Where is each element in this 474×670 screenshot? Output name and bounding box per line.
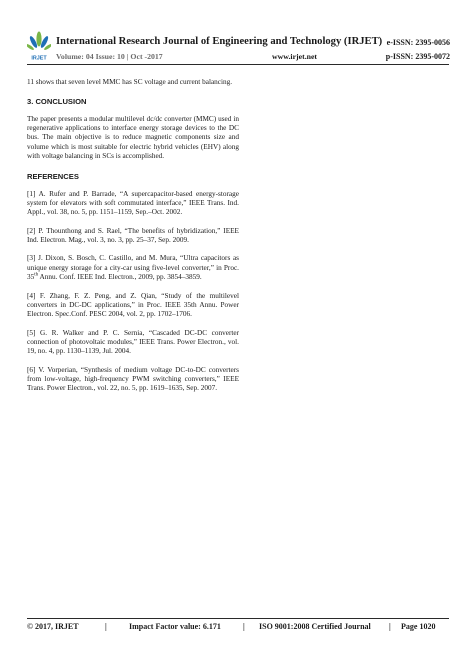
footer-impact-factor: Impact Factor value: 6.171 [129,622,221,631]
journal-title: International Research Journal of Engineering and Technology (IRJET) [56,36,383,47]
e-issn: e-ISSN: 2395-0056 [386,38,450,47]
reference-3-text-b: Annu. Conf. IEEE Ind. Electron., 2009, pp. 3854–3859. [38,273,202,282]
page-header [0,0,474,68]
reference-6: [6] V. Vorperian, “Synthesis of medium voltage DC-to-DC converters from low-voltage, high-frequency PWM switching converters,” IEEE Trans. Power Electron., vol. 22, no. 5, pp. 1619–1635, Sep. 2007. [27,365,239,393]
conclusion-heading: 3. CONCLUSION [27,97,87,107]
footer-copyright: © 2017, IRJET [27,622,79,631]
reference-1: [1] A. Rufer and P. Barrade, “A supercapacitor-based energy-storage system for elevators with soft commutated interface,” IEEE Trans. Ind. Appl., vol. 38, no. 5, pp. 1151–1159, Sep.–Oct. 2002. [27,189,239,217]
conclusion-paragraph: The paper presents a modular multilevel dc/dc converter (MMC) used in regenerative applications to interface energy storage devices to the DC bus. The main objective is to reduce magnetic components size and volume which is most suitable for electric hybrid vehicles (EHV) along with voltage balancing in SCs is accomplished. [27,114,239,161]
footer-divider [27,618,449,619]
reference-3-superscript: th [34,272,39,278]
footer-page-number: Page 1020 [401,622,436,631]
footer-separator: | [243,622,245,631]
footer-certification: ISO 9001:2008 Certified Journal [259,622,371,631]
logo-text: IRJET [31,55,47,62]
p-issn: p-ISSN: 2395-0072 [385,52,450,61]
header-divider [27,64,449,65]
reference-4: [4] F. Zhang, F. Z. Peng, and Z. Qian, “Study of the multilevel converters in DC-DC applications,” in Proc. IEEE 35th Annu. Power Electron. Spec.Conf. PESC 2004, vol. 2, pp. 1702–1706. [27,291,239,319]
footer-separator: | [105,622,107,631]
reference-5: [5] G. R. Walker and P. C. Sernia, “Cascaded DC-DC converter connection of photovoltaic modules,” IEEE Trans. Power Electron., vol. 19, no. 4, pp. 1130–1139, Jul. 2004. [27,328,239,356]
reference-2: [2] P. Thounthong and S. Rael, “The benefits of hybridization,” IEEE Ind. Electron. Mag., vol. 3, no. 3, pp. 25–37, Sep. 2009. [27,226,239,245]
page-footer [27,622,449,636]
intro-paragraph: 11 shows that seven level MMC has SC voltage and current balancing. [27,78,233,86]
reference-3 [27,254,239,282]
reference-3-text-a: [3] J. Dixon, S. Bosch, C. Castillo, and M. Mura, “Ultra capacitors as unique energy storage for a city-car using five-level converter,” in Proc. 35 [27,254,239,282]
issue-line: Volume: 04 Issue: 10 | Oct -2017 [56,52,163,61]
irjet-logo-icon [27,30,51,62]
footer-separator: | [389,622,391,631]
website-link[interactable]: www.irjet.net [272,52,318,61]
references-heading: REFERENCES [27,172,79,182]
left-column [27,78,239,403]
